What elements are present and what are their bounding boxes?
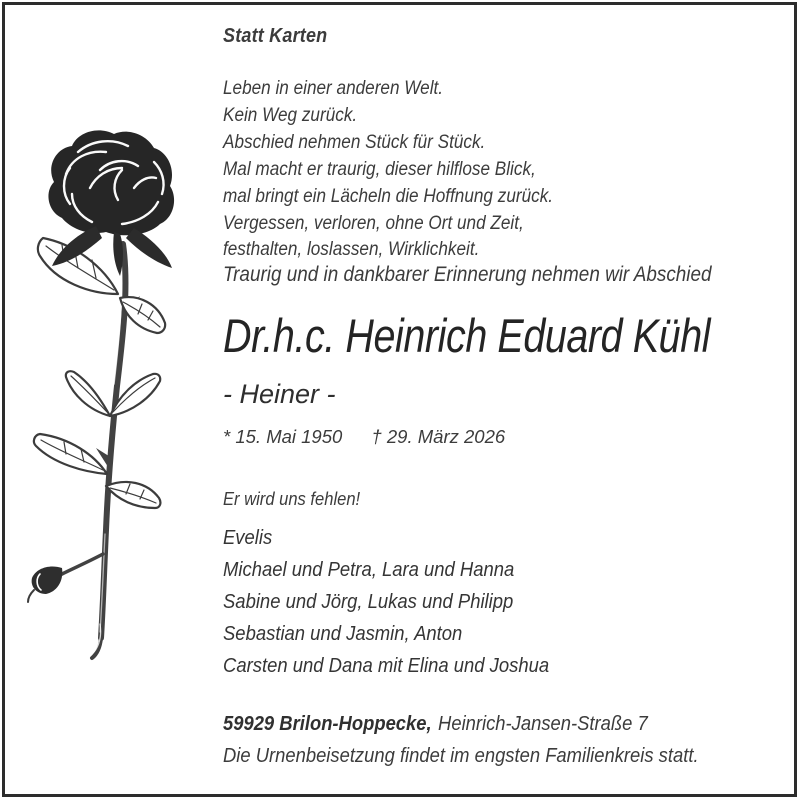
address-street: Heinrich-Jansen-Straße 7 [438, 713, 648, 735]
missing-line: Er wird uns fehlen! [223, 489, 361, 509]
poem-line: mal bringt ein Lächeln die Hoffnung zurück. [223, 184, 554, 207]
life-dates [223, 426, 505, 448]
mourner-line: Sebastian und Jasmin, Anton [223, 621, 463, 645]
poem [223, 75, 598, 263]
mourner-line: Carsten und Dana mit Elina und Joshua [223, 653, 550, 677]
nickname: - Heiner - [223, 379, 336, 409]
pre-header: Statt Karten [223, 24, 328, 47]
poem-line: Kein Weg zurück. [223, 103, 358, 126]
poem-line: Abschied nehmen Stück für Stück. [223, 130, 486, 153]
funeral-note: Die Urnenbeisetzung findet im engsten Familienkreis statt. [223, 745, 699, 767]
deceased-name: Dr.h.c. Heinrich Eduard Kühl [223, 309, 711, 362]
condolence-intro: Traurig und in dankbarer Erinnerung nehmen wir Abschied [223, 263, 712, 286]
address-line [223, 713, 648, 736]
address-city: 59929 Brilon-Hoppecke, [223, 713, 432, 735]
poem-line: Leben in einer anderen Welt. [223, 77, 444, 99]
rose-icon [26, 124, 198, 664]
poem-line: Vergessen, verloren, ohne Ort und Zeit, [223, 211, 524, 234]
mourner-line: Sabine und Jörg, Lukas und Philipp [223, 589, 514, 613]
mourner-line: Evelis [223, 526, 273, 549]
death-date: † 29. März 2026 [371, 426, 506, 447]
birth-date: * 15. Mai 1950 [223, 426, 343, 447]
poem-line: festhalten, loslassen, Wirklichkeit. [223, 238, 480, 261]
poem-line: Mal macht er traurig, dieser hilflose Blick, [223, 157, 536, 180]
mourner-line: Michael und Petra, Lara und Hanna [223, 557, 515, 581]
mourners-list [223, 522, 585, 682]
